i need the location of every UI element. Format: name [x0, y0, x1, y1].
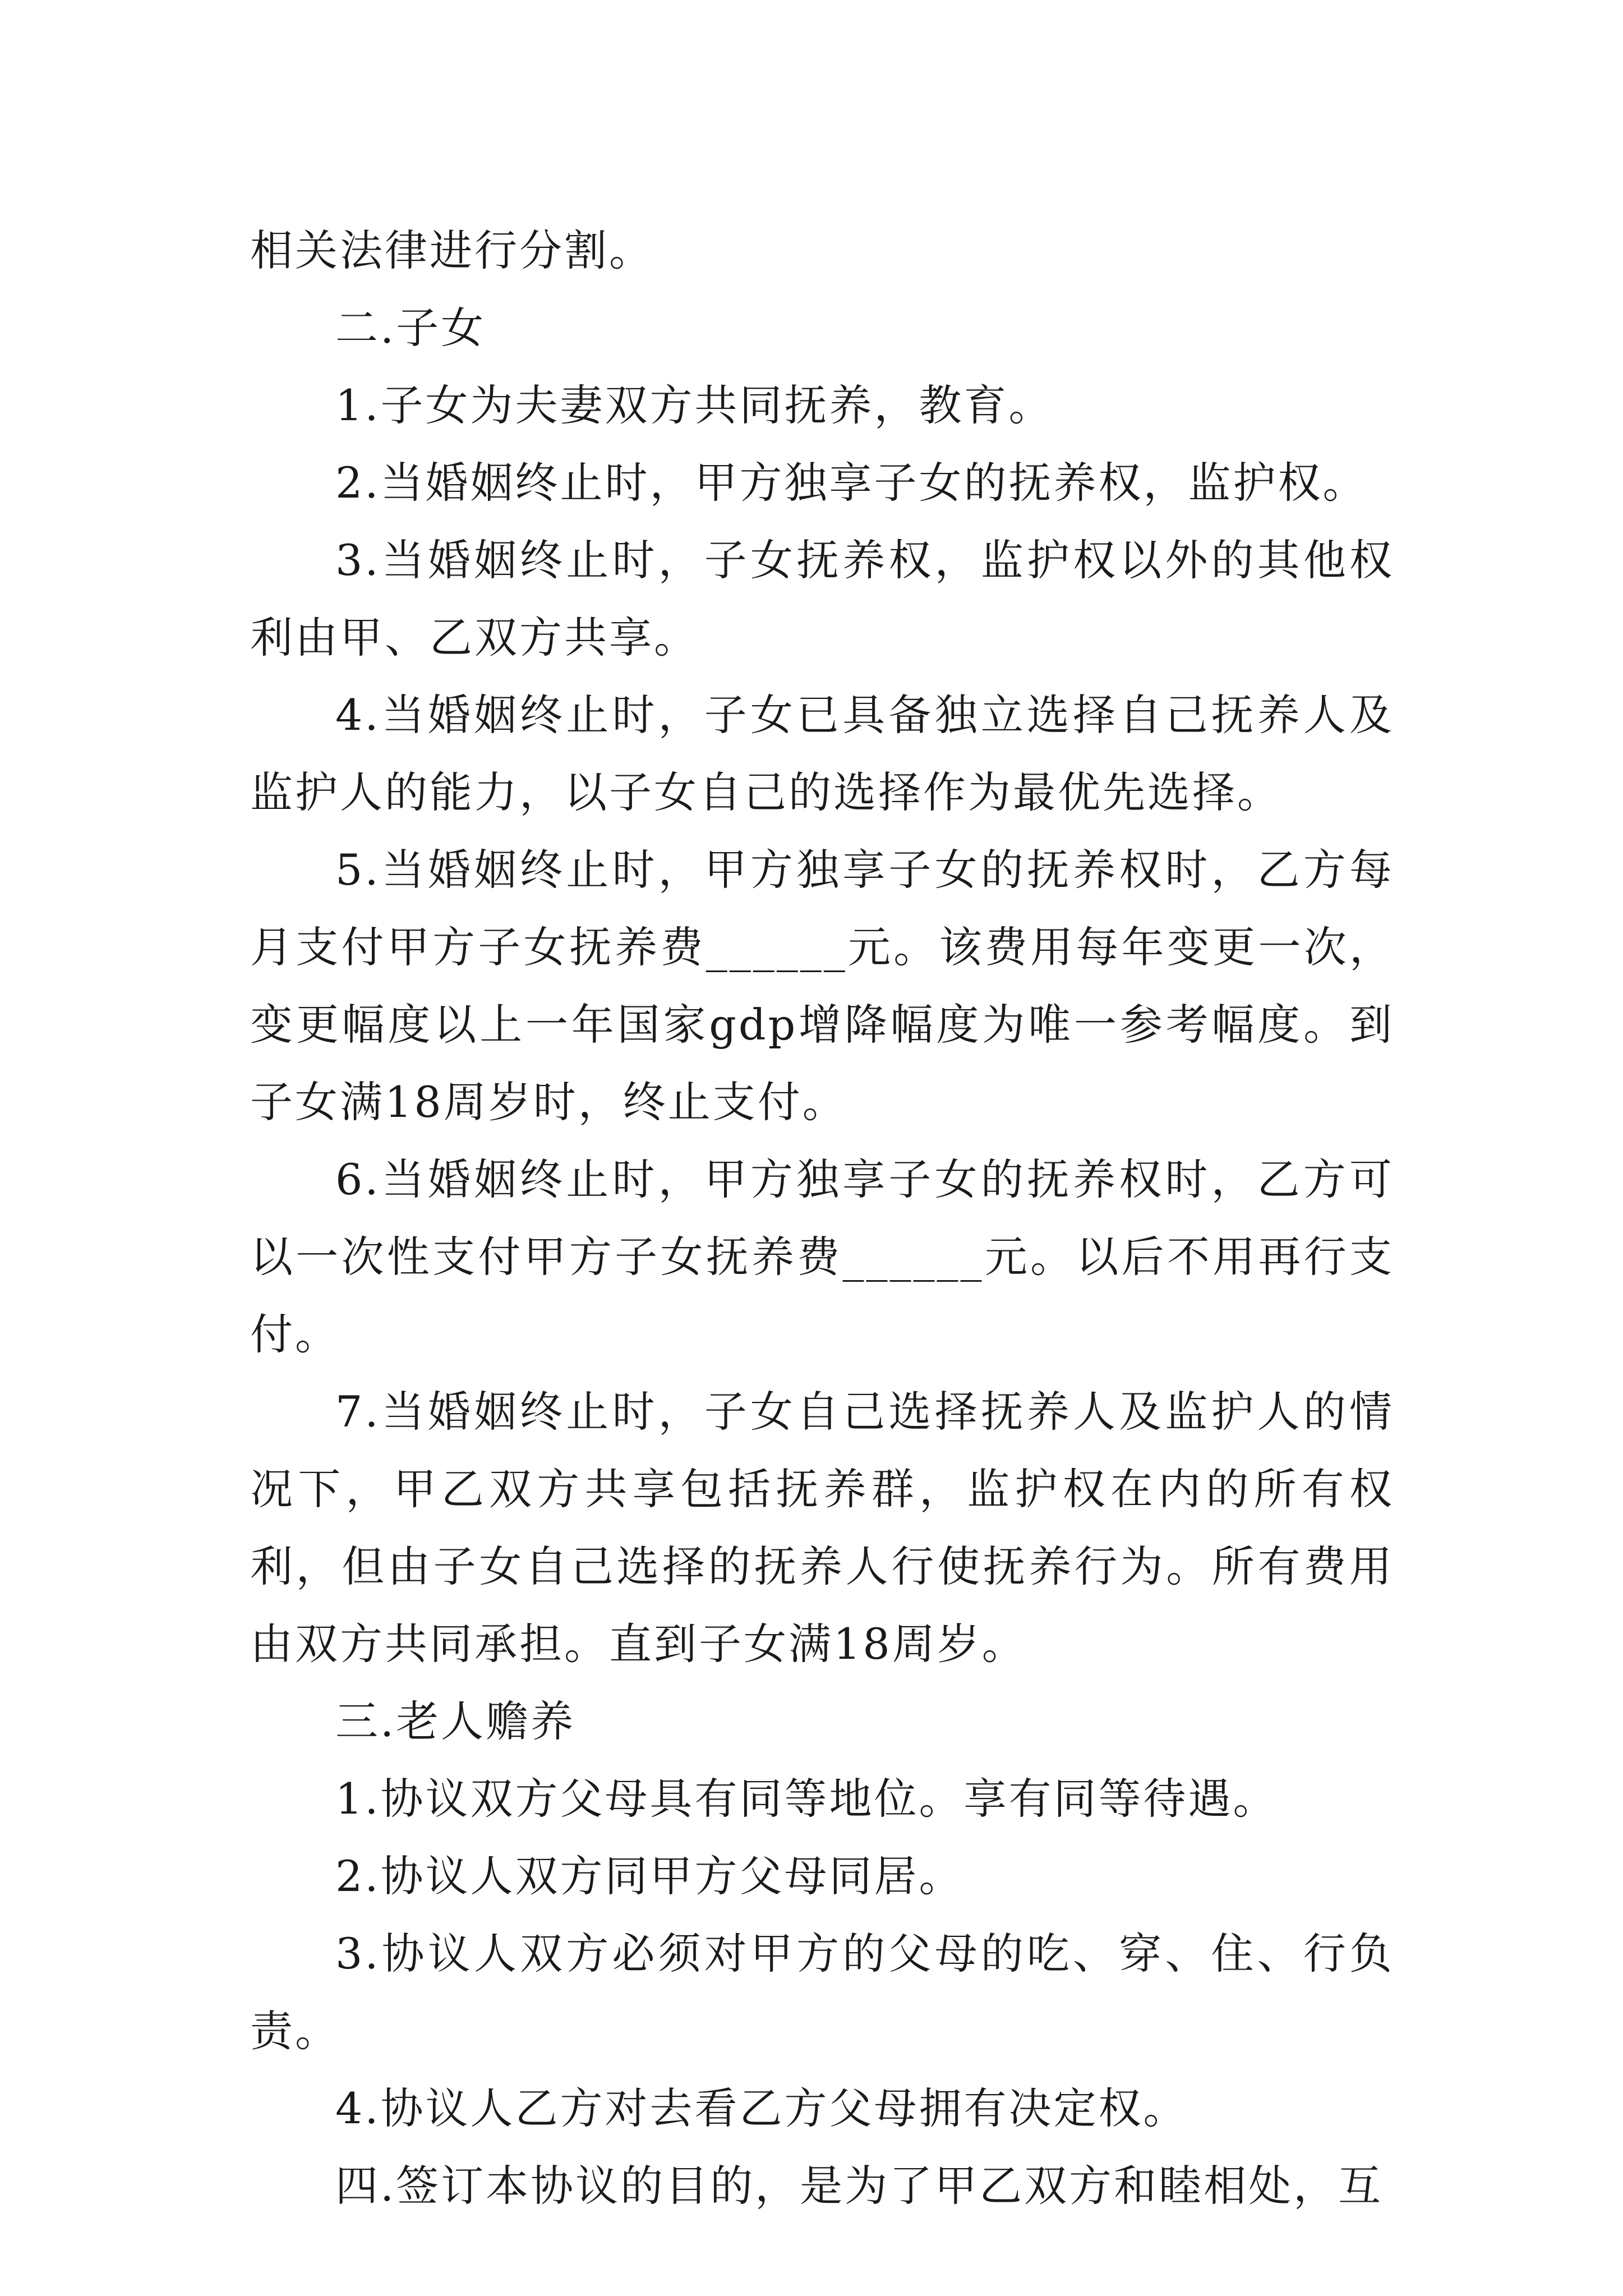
- clause-children-5: 5.当婚姻终止时，甲方独享子女的抚养权时，乙方每月支付甲方子女抚养费______元。该费用每年变更一次，变更幅度以上一年国家gdp增降幅度为唯一参考幅度。到子女满18周岁时，终止支付。: [250, 845, 1394, 1127]
- clause-elderly-4: 4.协议人乙方对去看乙方父母拥有决定权。: [335, 2083, 1188, 2133]
- clause-elderly-2: 2.协议人双方同甲方父母同居。: [335, 1851, 964, 1901]
- section-heading-purpose: 四.签订本协议的目的，是为了甲乙双方和睦相处，互: [335, 2161, 1384, 2211]
- clause-children-6: 6.当婚姻终止时，甲方独享子女的抚养权时，乙方可以一次性支付甲方子女抚养费______元。以后不用再行支付。: [250, 1154, 1394, 1359]
- clause-elderly-3: 3.协议人双方必须对甲方的父母的吃、穿、住、行负责。: [250, 1929, 1394, 2056]
- paragraph-continuation: 相关法律进行分割。: [250, 226, 654, 275]
- clause-children-7: 7.当婚姻终止时，子女自己选择抚养人及监护人的情况下，甲乙双方共享包括抚养群，监护权在内的所有权利，但由子女自己选择的抚养人行使抚养行为。所有费用由双方共同承担。直到子女满18周岁。: [250, 1387, 1394, 1669]
- section-heading-children: 二.子女: [335, 303, 486, 353]
- clause-children-1: 1.子女为夫妻双方共同抚养，教育。: [335, 380, 1054, 430]
- document-body: [250, 212, 1394, 2225]
- clause-children-4: 4.当婚姻终止时，子女已具备独立选择自己抚养人及监护人的能力，以子女自己的选择作为最优先选择。: [250, 690, 1394, 817]
- section-heading-elderly-care: 三.老人赡养: [335, 1696, 576, 1746]
- clause-elderly-1: 1.协议双方父母具有同等地位。享有同等待遇。: [335, 1774, 1278, 1824]
- clause-children-3: 3.当婚姻终止时，子女抚养权，监护权以外的其他权利由甲、乙双方共享。: [250, 535, 1394, 662]
- clause-children-2: 2.当婚姻终止时，甲方独享子女的抚养权，监护权。: [335, 458, 1368, 508]
